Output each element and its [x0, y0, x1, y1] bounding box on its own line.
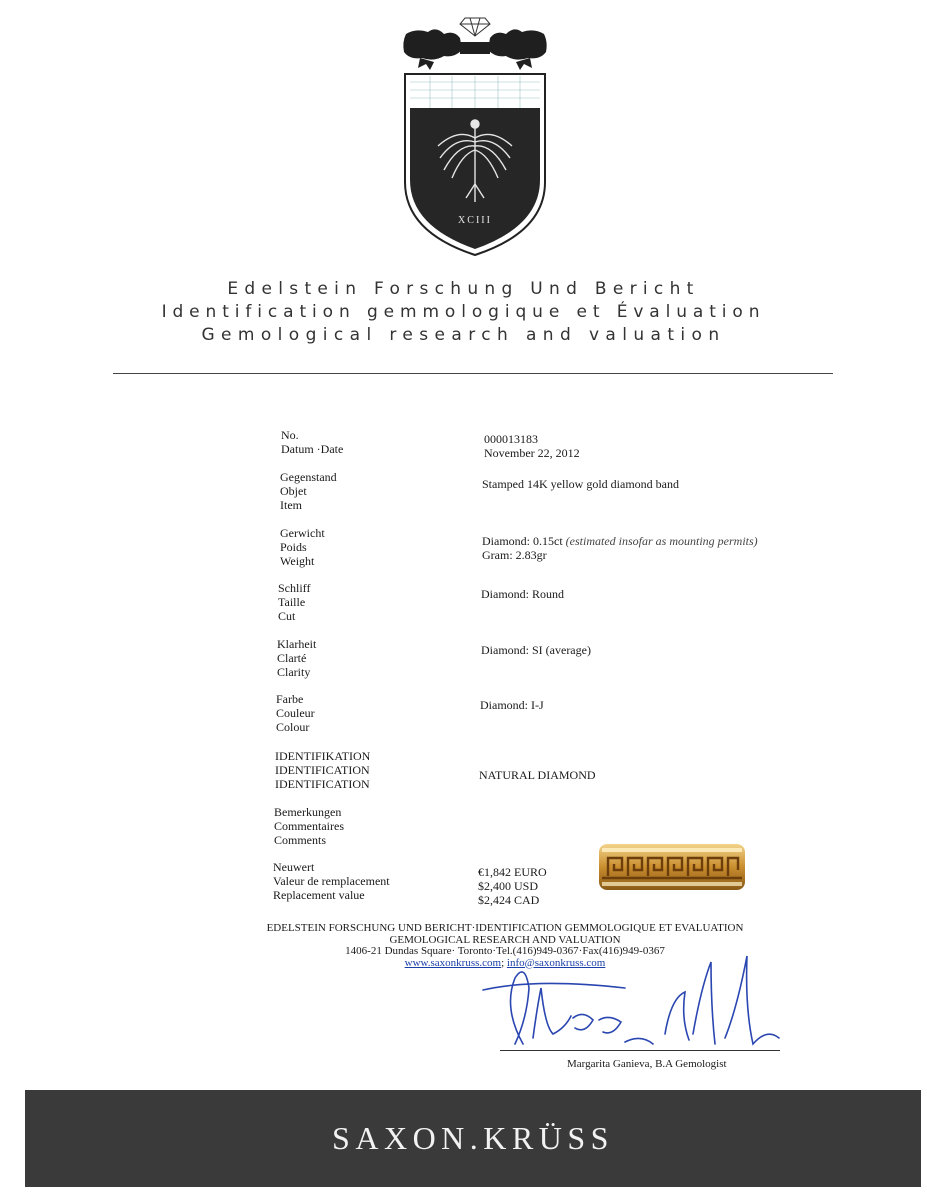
date-label: Datum ·Date [281, 442, 344, 456]
diamond-weight: Diamond: 0.15ct [482, 534, 563, 548]
company-address: 1406-21 Dundas Square· Toronto·Tel.(416)949-0367·Fax(416)949-0367 [345, 945, 665, 957]
value-usd: $2,400 USD [478, 879, 539, 893]
header-line-german: Edelstein Forschung Und Bericht [227, 279, 700, 299]
value-cad: $2,424 CAD [478, 893, 540, 907]
header-line-french: Identification gemmologique et Évaluation [161, 302, 766, 322]
signer-name: Margarita Ganieva, B.A Gemologist [567, 1058, 727, 1070]
identification-label: IDENTIFIKATION IDENTIFICATION IDENTIFICATION [275, 749, 371, 791]
weight-value [482, 534, 758, 548]
replacement-label: Neuwert Valeur de remplacement Replacement value [273, 860, 390, 902]
comments-label: Bemerkungen Commentaires Comments [274, 805, 344, 847]
cut-label: Schliff Taille Cut [278, 581, 311, 623]
company-line-1: EDELSTEIN FORSCHUNG UND BERICHT·IDENTIFICATION GEMMOLOGIQUE ET EVALUATION [266, 922, 744, 934]
number-label: No. [281, 428, 299, 442]
clarity-value: Diamond: SI (average) [481, 643, 591, 657]
colour-label: Farbe Couleur Colour [276, 692, 315, 734]
gram-weight: Gram: 2.83gr [482, 548, 547, 562]
clarity-label: Klarheit Clarté Clarity [277, 637, 317, 679]
brand-name: SAXON.KRÜSS [332, 1120, 614, 1156]
number-value: 000013183 [484, 432, 538, 446]
diamond-icon [460, 18, 490, 36]
item-label: Gegenstand Objet Item [280, 470, 337, 512]
signature-line [500, 1050, 780, 1051]
ring-photo [598, 842, 746, 892]
weight-note: (estimated insofar as mounting permits) [565, 534, 758, 548]
replacement-values [478, 865, 547, 907]
crest-numeral: XCIII [458, 215, 492, 226]
company-line-2: GEMOLOGICAL RESEARCH AND VALUATION [389, 933, 621, 946]
weight-label: Gerwicht Poids Weight [280, 526, 325, 568]
brand-footer-band [25, 1090, 921, 1187]
colour-value: Diamond: I-J [480, 698, 544, 712]
item-value: Stamped 14K yellow gold diamond band [482, 477, 679, 491]
date-value: November 22, 2012 [484, 446, 580, 460]
value-euro: €1,842 EURO [478, 865, 547, 879]
cut-value: Diamond: Round [481, 587, 564, 601]
website-link[interactable]: www.saxonkruss.com [404, 956, 502, 969]
identification-value: NATURAL DIAMOND [479, 768, 596, 782]
email-link[interactable]: info@saxonkruss.com [506, 956, 606, 969]
header-line-english: Gemological research and valuation [201, 325, 726, 345]
header-divider [113, 373, 833, 374]
link-separator: ; [501, 956, 505, 969]
signature [475, 948, 785, 1058]
crest-logo [400, 12, 550, 257]
